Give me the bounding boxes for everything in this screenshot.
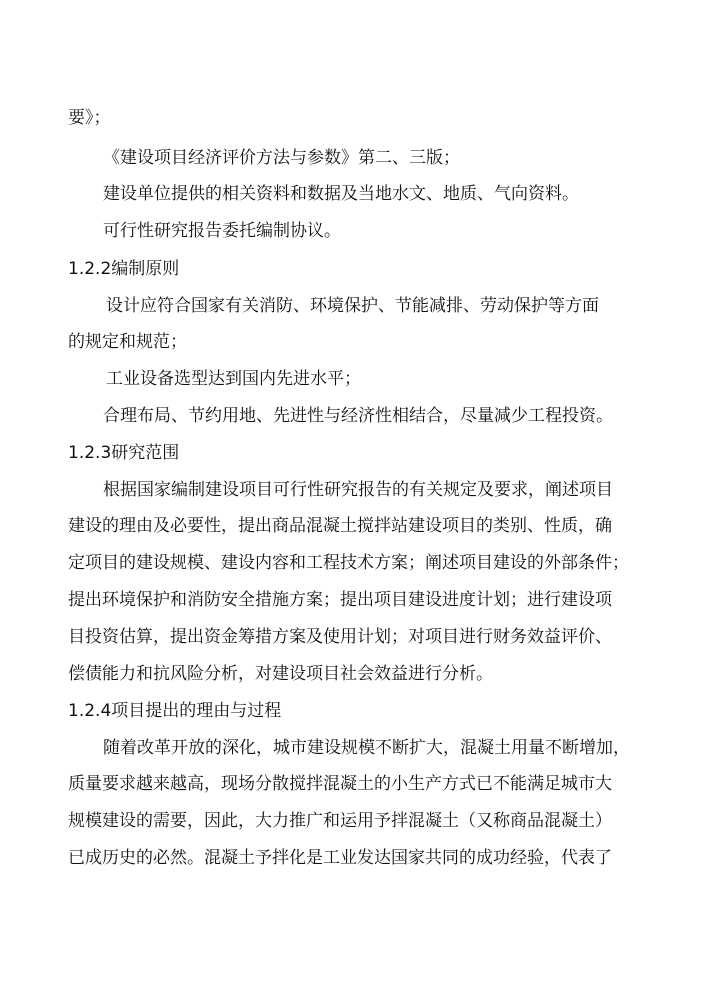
section-heading: 1.2.2编制原则	[68, 259, 180, 279]
text-line: 定项目的建设规模、建设内容和工程技术方案；阐述项目建设的外部条件；	[68, 553, 629, 573]
text-line: 建设单位提供的相关资料和数据及当地水文、地质、气向资料。	[103, 184, 579, 204]
text-line: 已成历史的必然。混凝土予拌化是工业发达国家共同的成功经验，代表了	[68, 848, 612, 868]
text-line: 偿债能力和抗风险分析，对建设项目社会效益进行分析。	[68, 664, 493, 684]
text-line: 提出环境保护和消防安全措施方案；提出项目建设进度计划；进行建设项	[68, 590, 612, 610]
text-line: 可行性研究报告委托编制协议。	[103, 221, 341, 241]
text-line: 《建设项目经济评价方法与参数》第二、三版；	[103, 148, 460, 168]
text-line: 合理布局、节约用地、先进性与经济性相结合，尽量减少工程投资。	[103, 406, 613, 426]
text-line: 的规定和规范；	[68, 332, 187, 352]
text-line: 目投资估算，提出资金筹措方案及使用计划；对项目进行财务效益评价、	[68, 627, 612, 647]
text-line: 要》；	[68, 108, 111, 128]
text-line: 质量要求越来越高，现场分散搅拌混凝土的小生产方式已不能满足城市大	[68, 774, 612, 794]
section-heading: 1.2.3研究范围	[68, 443, 180, 463]
section-heading: 1.2.4项目提出的理由与过程	[68, 701, 282, 721]
text-line: 随着改革开放的深化，城市建设规模不断扩大，混凝土用量不断增加，	[103, 738, 630, 758]
text-line: 设计应符合国家有关消防、环境保护、节能减排、劳动保护等方面	[106, 296, 599, 316]
text-line: 规模建设的需要，因此，大力推广和运用予拌混凝土（又称商品混凝土）	[68, 811, 612, 831]
text-line: 工业设备选型达到国内先进水平；	[106, 369, 361, 389]
text-line: 建设的理由及必要性，提出商品混凝土搅拌站建设项目的类别、性质，确	[68, 516, 612, 536]
text-line: 根据国家编制建设项目可行性研究报告的有关规定及要求，阐述项目	[103, 480, 613, 500]
